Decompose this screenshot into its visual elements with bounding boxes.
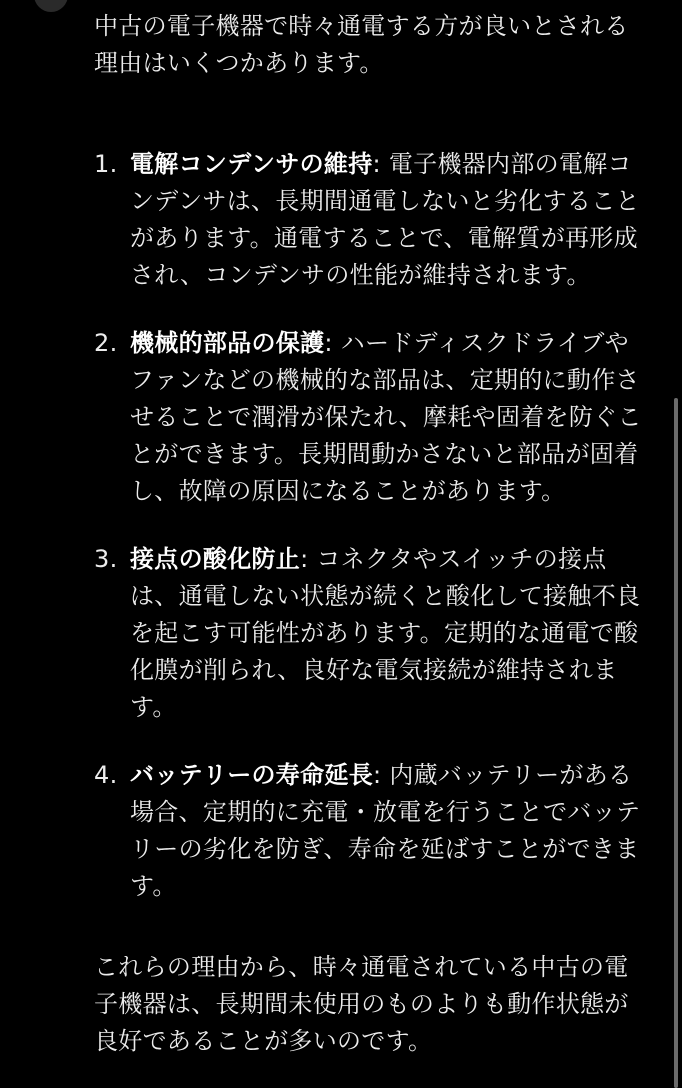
list-item-separator: : (373, 761, 390, 789)
list-item (94, 146, 642, 294)
list-number: 3. (94, 545, 118, 573)
list-item-body: 電子機器内部の電解コンデンサは、長期間通電しないと劣化することがあります。通電することで、電解質が再形成され、コンデンサの性能が維持されます。 (130, 150, 640, 289)
list-number: 1. (94, 150, 118, 178)
list-number: 2. (94, 329, 118, 357)
reasons-list (94, 146, 642, 905)
list-item (94, 325, 642, 510)
list-item (94, 757, 642, 905)
assistant-avatar (34, 0, 68, 12)
list-item-title: 機械的部品の保護 (130, 329, 325, 357)
list-item-separator: : (324, 329, 341, 357)
intro-paragraph: 中古の電子機器で時々通電する方が良いとされる理由はいくつかあります。 (94, 12, 629, 77)
list-item-title: バッテリーの寿命延長 (130, 761, 373, 789)
conclusion-paragraph: これらの理由から、時々通電されている中古の電子機器は、長期間未使用のものよりも動作状態が良好であることが多いのです。 (94, 953, 629, 1055)
list-item-separator: : (372, 150, 389, 178)
list-item (94, 541, 642, 726)
list-item-body: 内蔵バッテリーがある場合、定期的に充電・放電を行うことでバッテリーの劣化を防ぎ、寿命を延ばすことができます。 (130, 761, 641, 900)
list-number: 4. (94, 761, 118, 789)
list-item-title: 電解コンデンサの維持 (130, 150, 373, 178)
list-item-body: コネクタやスイッチの接点は、通電しない状態が続くと酸化して接触不良を起こす可能性があります。定期的な通電で酸化膜が削られ、良好な電気接続が維持されます。 (130, 545, 641, 721)
list-item-separator: : (300, 545, 317, 573)
list-item-title: 接点の酸化防止 (130, 545, 301, 573)
scrollbar-thumb[interactable] (674, 398, 678, 1088)
assistant-message (94, 8, 642, 1060)
list-item-body: ハードディスクドライブやファンなどの機械的な部品は、定期的に動作させることで潤滑が保たれ、摩耗や固着を防ぐことができます。長期間動かさないと部品が固着し、故障の原因になることがあります。 (130, 329, 642, 505)
